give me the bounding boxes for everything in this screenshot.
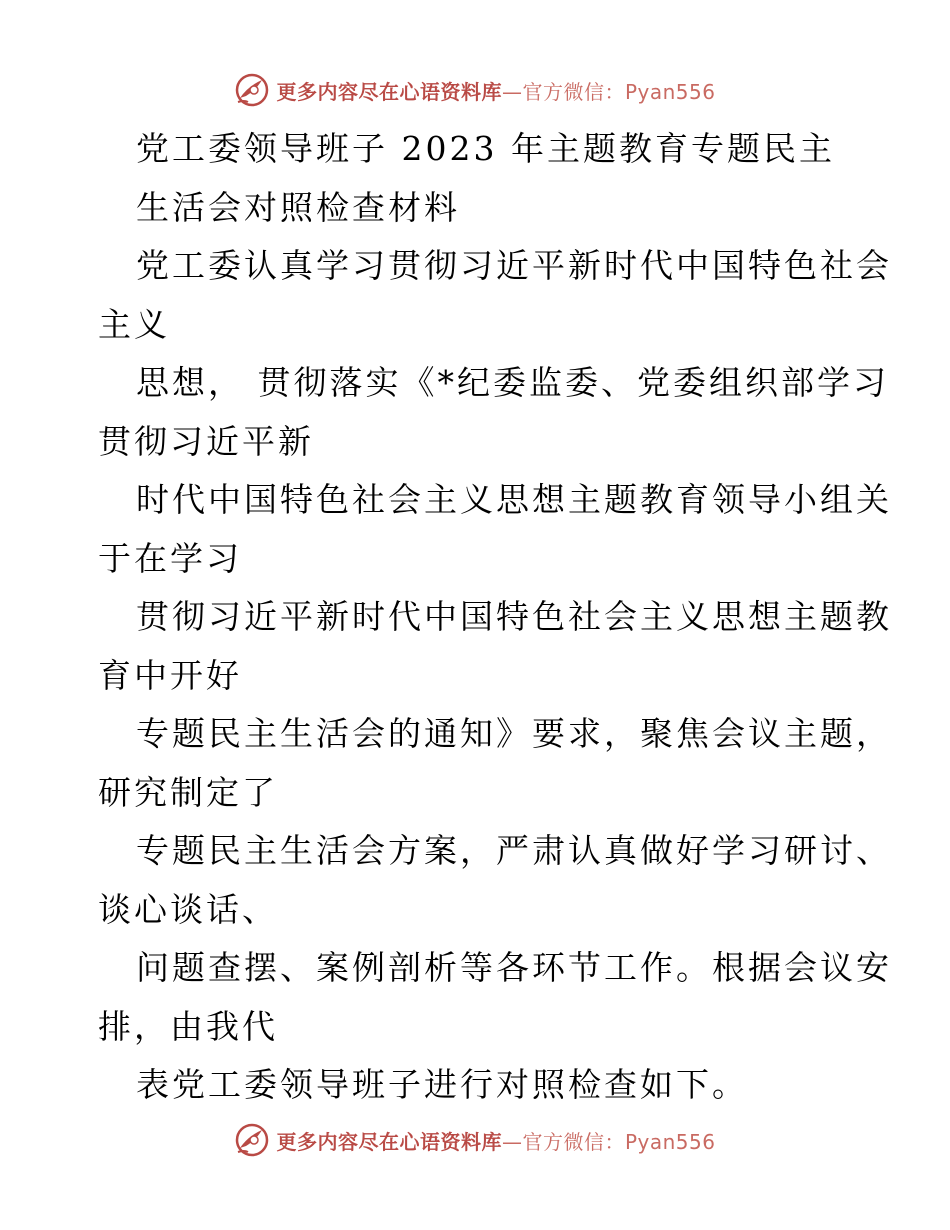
paragraph-line: 育中开好: [98, 655, 242, 695]
document-title-line: 生活会对照检查材料: [136, 187, 460, 227]
paragraph-line: 排，由我代: [98, 1006, 278, 1046]
paragraph-line: 问题查摆、案例剖析等各环节工作。根据会议安: [136, 948, 892, 987]
paragraph-line: 专题民主生活会方案，严肃认真做好学习研讨、: [136, 831, 892, 870]
pen-logo-icon: [234, 72, 270, 108]
paragraph-line: 主义: [98, 304, 170, 344]
paragraph-line: 思想， 贯彻落实《*纪委监委、党委组织部学习: [136, 363, 889, 402]
paragraph-line: 谈心谈话、: [98, 889, 278, 929]
watermark-text: [276, 76, 715, 105]
paragraph-line: 贯彻习近平新时代中国特色社会主义思想主题教: [136, 597, 892, 636]
watermark-contact: —官方微信：Pyan556: [501, 1129, 716, 1154]
paragraph-line: 专题民主生活会的通知》要求，聚焦会议主题，: [136, 714, 892, 753]
header-watermark: [0, 68, 950, 112]
watermark-brand: 更多内容尽在心语资料库: [276, 1129, 502, 1154]
footer-watermark: [0, 1118, 950, 1162]
paragraph-line: 研究制定了: [98, 772, 278, 812]
paragraph-line: 党工委认真学习贯彻习近平新时代中国特色社会: [136, 246, 892, 285]
document-body: [98, 120, 892, 1115]
watermark-text: [276, 1126, 715, 1155]
document-title-line: 党工委领导班子 2023 年主题教育专题民主: [136, 129, 835, 168]
watermark-contact: —官方微信：Pyan556: [501, 79, 716, 104]
paragraph-line: 贯彻习近平新: [98, 421, 314, 461]
paragraph-line: 表党工委领导班子进行对照检查如下。: [136, 1065, 748, 1104]
paragraph-line: 时代中国特色社会主义思想主题教育领导小组关: [136, 480, 892, 519]
pen-logo-icon: [234, 1122, 270, 1158]
paragraph-line: 于在学习: [98, 538, 242, 578]
watermark-brand: 更多内容尽在心语资料库: [276, 79, 502, 104]
